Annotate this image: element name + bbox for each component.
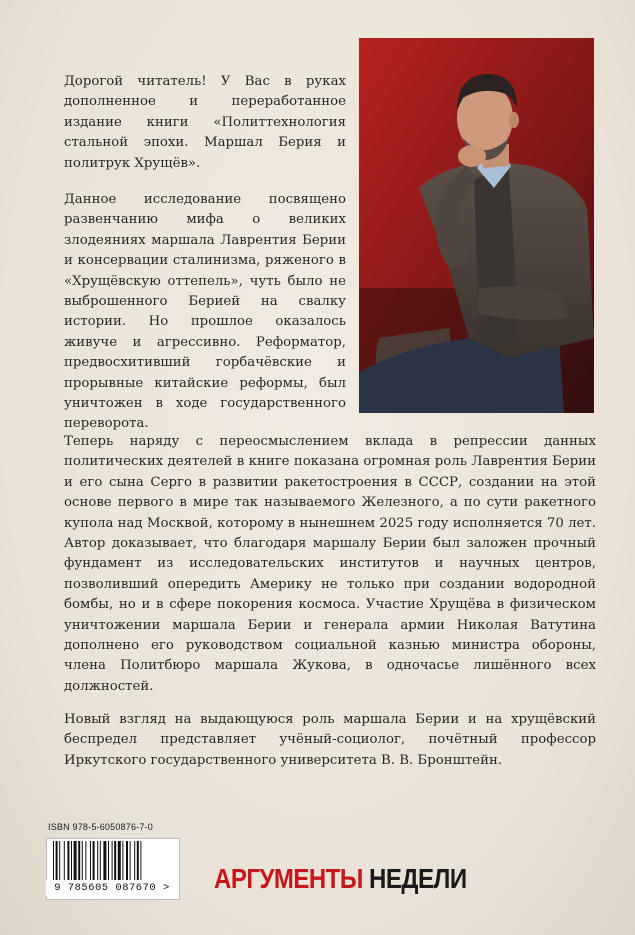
author-paragraph: Новый взгляд на выдающуюся роль маршала Берии и на хрущёвский беспредел представляет учёный-социолог, почётный профессор Иркутского государственного университета В. В. Бронштейн.	[64, 712, 596, 768]
publisher-logo	[214, 864, 467, 896]
isbn-label: ISBN 978-5-6050876-7-0	[48, 822, 153, 832]
barcode-digits: 9 785605 087670 >	[46, 880, 178, 896]
intro-paragraph: Дорогой читатель! У Вас в руках дополненное и переработанное издание книги «Политтехнология стальной эпохи. Маршал Берия и политрук Хрущёв».	[64, 74, 346, 171]
summary-paragraph: Данное исследование посвящено развенчанию мифа о великих злодеяниях маршала Лаврентия Берии и консервации сталинизма, ряженого в «Хрущёвскую оттепель», чуть было не выброшенного Берией на свалку истории. Но прошлое оказалось живуче и агрессивно. Реформатор, предвосхитивший горбачёвские и прорывные китайские реформы, был уничтожен в ходе государственного переворота.	[64, 192, 346, 432]
publisher-logo-word2: НЕДЕЛИ	[369, 864, 467, 896]
publisher-logo-word1: АРГУМЕНТЫ	[214, 864, 363, 896]
author-photo	[359, 38, 594, 413]
main-paragraph: Теперь наряду с переосмыслением вклада в репрессии данных политических деятелей в книге показана огромная роль Лаврентия Берии и его сына Серго в развитии ракетостроения в СССР, создании на этой основе первого в мире так называемого Железного, а по сути ракетного купола над Москвой, которому в нынешнем 2025 году исполняется 70 лет. Автор доказывает, что благодаря маршалу Берии был заложен прочный фундамент из исследовательских институтов и научных центров, позволивший опередить Америку не только при создании водородной бомбы, но и в сфере покорения космоса. Участие Хрущёва в физическом уничтожении маршала Берии и генерала армии Николая Ватутина дополнено его руководством социальной казнью министра обороны, члена Политбюро маршала Жукова, в одночасье лишённого всех должностей.	[64, 434, 596, 694]
